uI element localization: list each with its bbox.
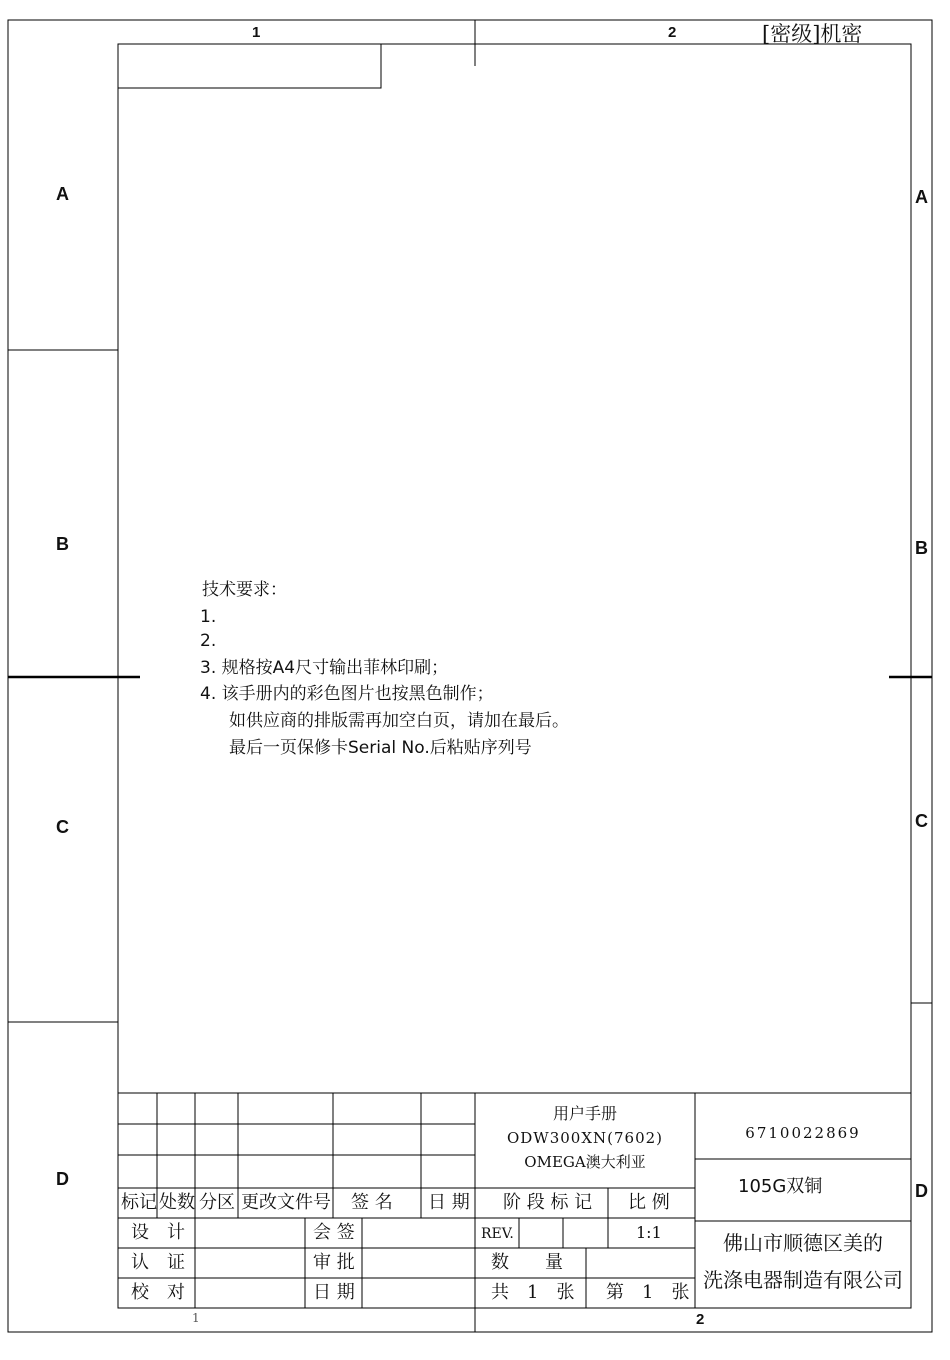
part-number: 6710022869 <box>745 1124 861 1142</box>
zone-row-a-left: A <box>56 184 69 204</box>
sheet-number: 第 1 张 <box>606 1282 690 1303</box>
role-check: 校 对 <box>131 1282 185 1303</box>
requirement-note-1: 如供应商的排版需再加空白页，请加在最后。 <box>229 711 569 731</box>
company-name-line-2: 洗涤电器制造有限公司 <box>703 1268 903 1292</box>
zone-column-1-bottom: 1 <box>192 1311 200 1325</box>
role-countersign: 会 签 <box>313 1222 355 1243</box>
requirements-heading: 技术要求： <box>202 580 287 600</box>
requirement-item-4: 4. 该手册内的彩色图片也按黑色制作； <box>200 684 494 704</box>
role-design: 设 计 <box>131 1222 185 1243</box>
role-date: 日 期 <box>313 1282 355 1303</box>
rev-label: REV. <box>481 1226 514 1242</box>
doc-title-line-3: OMEGA澳大利亚 <box>524 1153 646 1171</box>
requirement-item-3: 3. 规格按A4尺寸输出菲林印刷； <box>200 658 449 678</box>
zone-column-2-bottom: 2 <box>696 1311 705 1328</box>
company-name-line-1: 佛山市顺德区美的 <box>723 1231 883 1255</box>
zone-row-d-right: D <box>915 1181 928 1201</box>
header-stage-mark: 阶 段 标 记 <box>503 1192 593 1213</box>
zone-row-b-right: B <box>915 538 928 558</box>
role-approve: 审 批 <box>313 1252 355 1273</box>
header-mark: 标记 <box>121 1192 157 1213</box>
requirement-note-2: 最后一页保修卡Serial No.后粘贴序列号 <box>229 738 532 758</box>
top-left-box <box>118 44 381 88</box>
requirement-item-1: 1. <box>200 607 217 627</box>
zone-row-c-left: C <box>56 817 69 837</box>
zone-column-2-top: 2 <box>668 24 677 41</box>
quantity-label: 数 量 <box>491 1252 563 1273</box>
header-scale: 比 例 <box>628 1192 670 1213</box>
zone-column-1-top: 1 <box>252 24 261 41</box>
header-change-doc: 更改文件号 <box>241 1192 331 1213</box>
role-certify: 认 证 <box>131 1252 185 1273</box>
doc-title-line-1: 用户手册 <box>552 1104 617 1123</box>
classification-label: [密级]机密 <box>762 22 863 46</box>
header-signature: 签 名 <box>351 1192 393 1213</box>
zone-row-d-left: D <box>56 1169 69 1189</box>
header-count: 处数 <box>159 1192 195 1213</box>
material-spec: 105G双铜 <box>738 1176 823 1197</box>
header-date: 日 期 <box>428 1192 470 1213</box>
zone-row-b-left: B <box>56 534 69 554</box>
doc-title-line-2: ODW300XN(7602) <box>506 1129 664 1147</box>
scale-value: 1:1 <box>636 1223 662 1242</box>
requirement-item-2: 2. <box>200 631 217 651</box>
sheet-count: 共 1 张 <box>491 1282 575 1303</box>
zone-row-a-right: A <box>915 187 928 207</box>
zone-row-c-right: C <box>915 811 928 831</box>
header-zone: 分区 <box>199 1192 235 1213</box>
